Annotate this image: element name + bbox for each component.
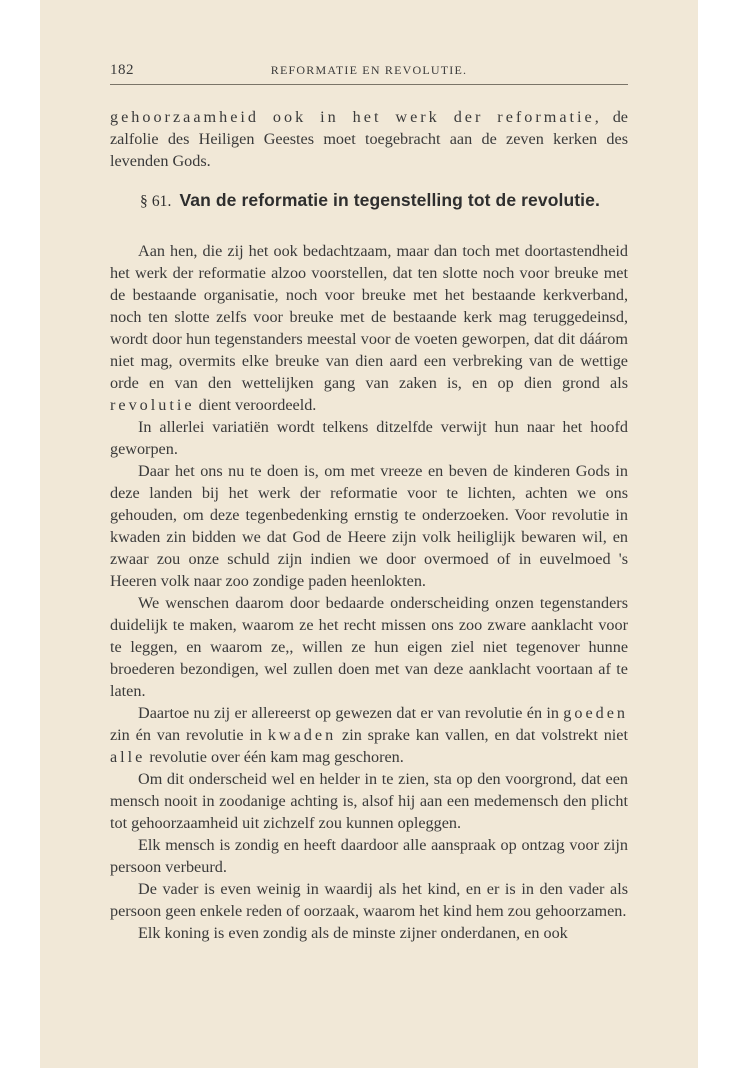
page-header xyxy=(110,62,628,85)
text-run: Daartoe nu zij er allereerst op gewezen dat er van revolutie én in xyxy=(138,704,564,722)
spaced-emphasis: gehoorzaamheid ook in het werk der reformatie, xyxy=(110,108,602,126)
section-number: § 61. xyxy=(140,193,172,210)
running-head: REFORMATIE EN REVOLUTIE. xyxy=(270,63,468,77)
body-text xyxy=(110,106,628,944)
text-run: Aan hen, die zij het ook bedachtzaam, maar dan toch met doortastendheid het werk der reformatie alzoo voorstellen, dat ten slotte noch voor breuke met de bestaande organisatie, noch voor breuke met het bestaande kerkverband, noch ten slotte zelfs voor breuke met de bestaande kerk mag teruggedeinsd, wordt door hun tegenstanders meestal voor de voeten geworpen, dat dit dáárom niet mag, overmits elke breuke van dien aard een verbreking van de wettige orde en van den wettelijken gang van zaken is, en op dien grond als xyxy=(110,242,628,392)
section-heading xyxy=(110,189,628,213)
paragraph: Elk mensch is zondig en heeft daardoor alle aanspraak op ontzag voor zijn persoon verbeurd. xyxy=(110,836,628,876)
text-run: zin sprake kan vallen, en dat volstrekt niet xyxy=(336,726,628,744)
spaced-emphasis: alle xyxy=(110,748,146,766)
paragraph: In allerlei variatiën wordt telkens ditzelfde verwijt hun naar het hoofd geworpen. xyxy=(110,418,628,458)
text-run: dient veroordeeld. xyxy=(194,396,317,414)
text-run: zin én van revolutie in xyxy=(110,726,268,744)
section-title: Van de reformatie in tegenstelling tot de revolutie. xyxy=(179,190,600,210)
paragraph: De vader is even weinig in waardij als het kind, en er is in den vader als persoon geen enkele reden of oorzaak, waarom het kind hem zou gehoorzamen. xyxy=(110,880,628,920)
paragraph xyxy=(110,702,628,768)
paragraph: We wenschen daarom door bedaarde onderscheiding onzen tegenstanders duidelijk te maken, waarom ze het recht missen ons zoo zware aanklacht voor te leggen, en waarom ze,, willen ze hun eigen ziel niet tegenover hunne broederen bezondigen, wel zullen doen met van deze aanklacht voortaan af te laten. xyxy=(110,594,628,700)
book-page xyxy=(40,0,698,1068)
paragraph: Elk koning is even zondig als de minste zijner onderdanen, en ook xyxy=(138,924,568,942)
spaced-emphasis: kwaden xyxy=(267,726,337,744)
text-run: revolutie over één kam mag geschoren. xyxy=(145,748,404,766)
page-number: 182 xyxy=(110,62,134,78)
paragraph xyxy=(110,240,628,416)
text-run: de zalfolie des Heiligen Geestes moet toegebracht aan de zeven kerken des levenden Gods. xyxy=(110,108,628,170)
paragraph: Om dit onderscheid wel en helder in te zien, sta op den voorgrond, dat een mensch nooit in zoodanige achting is, alsof hij aan een medemensch den plicht tot gehoorzaamheid uit zichzelf zou kunnen opleggen. xyxy=(110,770,628,832)
continuation-paragraph xyxy=(110,106,628,172)
paragraph: Daar het ons nu te doen is, om met vreeze en beven de kinderen Gods in deze landen bij het werk der reformatie voor te lichten, achten we ons gehouden, om deze tegenbedenking ernstig te onderzoeken. Voor revolutie in kwaden zin bidden we dat God de Heere zijn volk heiliglijk bewaren wil, en zwaar zou onze schuld zijn indien we door overmoed of in euvelmoed 's Heeren volk naar zoo zondige paden heenlokten. xyxy=(110,462,628,590)
spaced-emphasis: goeden xyxy=(563,704,628,722)
spaced-emphasis: revolutie xyxy=(110,396,195,414)
